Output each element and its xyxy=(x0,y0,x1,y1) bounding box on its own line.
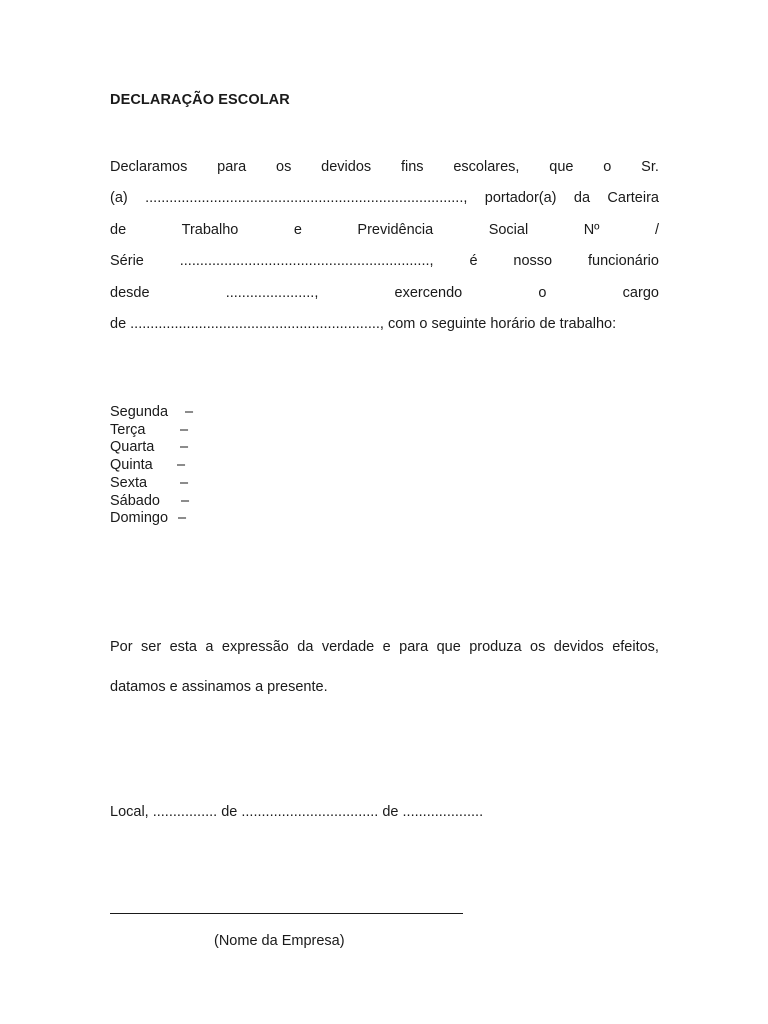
word: portador(a) xyxy=(484,190,557,206)
word: escolares, xyxy=(453,159,520,175)
place-date-line: Local, ................ de .................................. de .................... xyxy=(110,804,484,820)
word: Trabalho xyxy=(181,222,239,238)
schedule-row-terca xyxy=(110,422,193,440)
day-dash: – xyxy=(185,404,194,420)
word: Nº xyxy=(583,222,600,238)
day-dash: – xyxy=(180,421,189,438)
company-name-label: (Nome da Empresa) xyxy=(214,933,345,949)
word: verdade xyxy=(321,639,375,655)
day-name: Quarta xyxy=(110,439,155,456)
schedule-row-quarta xyxy=(110,439,193,457)
paragraph2-line1 xyxy=(110,639,659,655)
schedule-row-segunda xyxy=(110,404,193,422)
day-name: Quinta xyxy=(110,457,153,474)
schedule-row-domingo xyxy=(110,510,193,528)
schedule-list xyxy=(110,404,193,528)
word: o xyxy=(538,285,547,301)
word: Social xyxy=(488,222,529,238)
day-name: Sexta xyxy=(110,474,148,491)
day-dash: – xyxy=(178,510,187,527)
word: (a) xyxy=(110,190,128,206)
blank-field-series: .............................................................., xyxy=(179,253,434,269)
word: para xyxy=(399,639,429,655)
word: devidos xyxy=(321,159,372,175)
blank-field-name: ..............................................................................., xyxy=(145,190,468,206)
paragraph1-line6: de .............................................................., com o seguinte horário de trabalho: xyxy=(110,316,617,332)
blank-field-since: ......................, xyxy=(225,285,319,301)
word: nosso xyxy=(513,253,553,269)
word: os xyxy=(276,159,292,175)
day-name: Terça xyxy=(110,421,146,438)
paragraph2-line2: datamos e assinamos a presente. xyxy=(110,679,328,695)
schedule-row-sexta xyxy=(110,475,193,493)
word: da xyxy=(573,190,591,206)
word: da xyxy=(297,639,314,655)
word: / xyxy=(654,222,659,238)
word: Carteira xyxy=(607,190,659,206)
word: exercendo xyxy=(394,285,463,301)
word: e xyxy=(382,639,391,655)
word: que xyxy=(436,639,461,655)
word: fins xyxy=(400,159,424,175)
word: devidos xyxy=(553,639,604,655)
paragraph1-line1 xyxy=(110,159,659,175)
schedule-row-quinta xyxy=(110,457,193,475)
word: Declaramos xyxy=(110,159,188,175)
day-dash: – xyxy=(180,474,189,491)
signature-line xyxy=(110,913,463,914)
word: Previdência xyxy=(357,222,434,238)
day-dash: – xyxy=(181,492,190,509)
word: Sr. xyxy=(641,159,659,175)
word: expressão xyxy=(221,639,289,655)
schedule-row-sabado xyxy=(110,493,193,511)
word: funcionário xyxy=(588,253,659,269)
document-title: DECLARAÇÃO ESCOLAR xyxy=(110,92,290,108)
word: para xyxy=(217,159,247,175)
word: Série xyxy=(110,253,144,269)
day-name: Domingo xyxy=(110,510,169,527)
word: produza xyxy=(469,639,522,655)
word: os xyxy=(530,639,546,655)
word: é xyxy=(469,253,478,269)
word: desde xyxy=(110,285,150,301)
paragraph1-line4 xyxy=(110,253,659,269)
paragraph1-line2 xyxy=(110,190,659,206)
word: e xyxy=(293,222,302,238)
word: esta xyxy=(169,639,197,655)
paragraph1-line5 xyxy=(110,285,659,301)
day-dash: – xyxy=(177,457,186,474)
word: que xyxy=(549,159,574,175)
paragraph1-line3 xyxy=(110,222,659,238)
word: efeitos, xyxy=(612,639,659,655)
word: Por xyxy=(110,639,133,655)
day-name: Segunda xyxy=(110,404,169,420)
day-dash: – xyxy=(180,439,189,456)
word: cargo xyxy=(622,285,659,301)
word: o xyxy=(603,159,612,175)
day-name: Sábado xyxy=(110,492,160,509)
word: de xyxy=(110,222,127,238)
word: a xyxy=(205,639,214,655)
word: ser xyxy=(141,639,162,655)
